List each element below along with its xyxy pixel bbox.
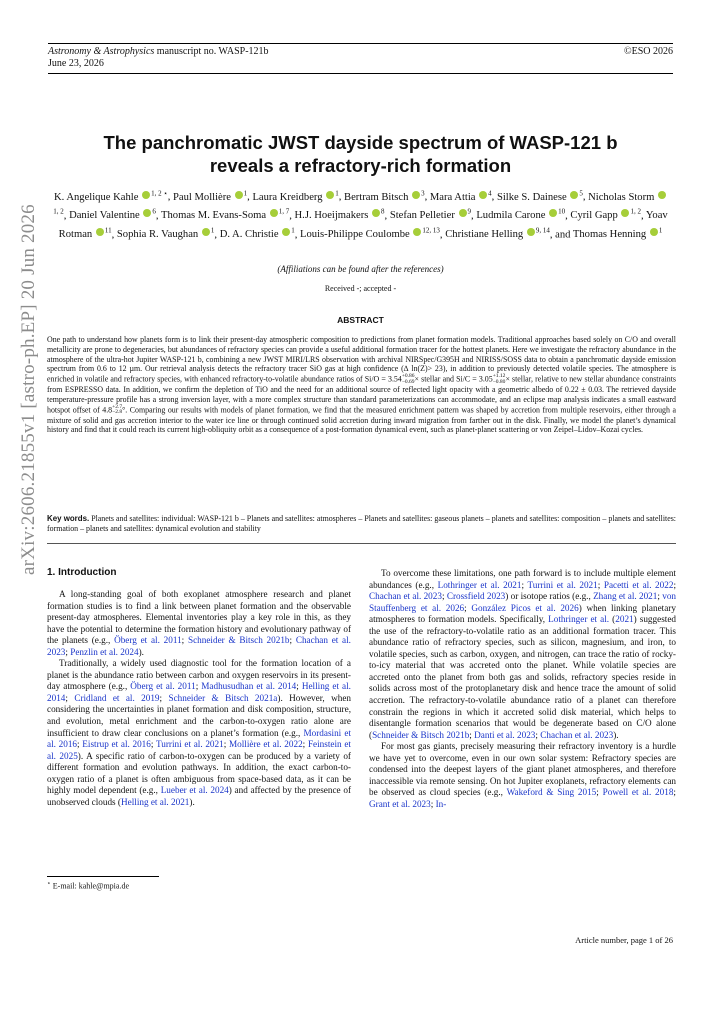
header-date: June 23, 2026 xyxy=(48,58,104,69)
text: ). However, when considering the uncertainties in planet formation and disk composition, structure, and evolution, metal enrichment and the carbon-to-oxygen ratio alone are insufficient to draw clear conclusions on a planet’s formation (e.g., xyxy=(47,692,351,738)
author-affiliation: 3 xyxy=(421,189,425,197)
author-affiliation: 1 xyxy=(335,189,339,197)
footnote-mark: ⋆ xyxy=(47,881,51,887)
author-affiliation: 1, 2 ⋆ xyxy=(151,189,168,197)
author-name: Nicholas Storm xyxy=(588,191,655,203)
author xyxy=(572,226,663,241)
author xyxy=(219,226,295,241)
paper-title xyxy=(40,131,681,177)
citation-link[interactable]: Mordasini et al. 2016 xyxy=(47,727,352,750)
abstract-text xyxy=(47,335,676,435)
orcid-icon[interactable] xyxy=(372,209,380,217)
author-affiliation: 1, 2 xyxy=(630,207,641,216)
author xyxy=(496,189,583,203)
text: ). A specific ratio of carbon-to-oxygen can be produced by a variety of different formation and evolution pathways. In addition, the exact carbon-to-oxygen ratio of a planet is often ambiguous from space-based data, as it can be highly model dependent (e.g., xyxy=(47,750,351,796)
author xyxy=(476,207,566,222)
arxiv-stamp[interactable]: arXiv:2606.21855v1 [astro-ph.EP] 20 Jun 2026 xyxy=(18,204,39,575)
abstract-part: One path to understand how planets form is to link their present-day atmospheric composition to predictions from planet formation models. Traditional approaches based solely on C/O and overall metallicity are prone to degeneracies, but abundances of refractory species can provide a useful additional formation tracer for the hottest planets. Here we investigate the refractory abundance in the atmosphere of the ultra-hot Jupiter WASP-121 b, combining a new JWST MIRI/LRS observation with archival NIRSpec/G395H and NIRISS/SOSS data to obtain a panchromatic dayside emission spectrum from 0.6 to 12 µm. Our retrieval analysis detects the refractory tracer SiO gas at high confidence (∆ ln(Z)> 23), in addition to previously detected volatile species. The atmosphere is enriched in volatile and refractory species, with enhanced refractory-to-volatile abundance ratios of Si/O = 3.54 xyxy=(47,335,676,384)
citation-link[interactable]: Chachan et al. 2023 xyxy=(369,591,442,602)
citation-link[interactable]: Madhusudhan et al. 2014 xyxy=(201,681,297,692)
citation-link[interactable]: Lothringer et al. xyxy=(548,614,610,625)
orcid-icon[interactable] xyxy=(621,209,629,217)
left-column xyxy=(47,589,351,808)
citation-link[interactable]: Zhang et al. 2021 xyxy=(593,591,658,602)
citation-link[interactable]: Schneider & Bitsch 2021b xyxy=(187,635,290,646)
footnote-rule xyxy=(47,876,159,877)
author xyxy=(173,189,248,203)
abstract-heading: ABSTRACT xyxy=(337,315,384,325)
author-name: Silke S. Dainese xyxy=(496,191,567,203)
citation-link[interactable]: Powell et al. 2018 xyxy=(602,787,674,798)
author-affiliation: 9, 14 xyxy=(535,226,550,235)
citation-link[interactable]: Chachan et al. 2023 xyxy=(540,729,614,740)
citation-link[interactable]: Eistrup et al. 2016 xyxy=(82,739,151,750)
citation-link[interactable]: Lothringer et al. 2021 xyxy=(437,579,522,590)
author-affiliation: 1 xyxy=(243,189,248,197)
author xyxy=(445,226,550,241)
orcid-icon[interactable] xyxy=(479,191,487,199)
orcid-icon[interactable] xyxy=(658,191,666,199)
author-affiliation: 9 xyxy=(467,207,472,216)
author-name: Cyril Gapp xyxy=(570,210,618,222)
citation-link[interactable]: Wakeford & Sing 2015 xyxy=(506,787,597,798)
footnote xyxy=(47,880,129,891)
author xyxy=(252,189,339,203)
author xyxy=(344,189,425,203)
text: A long-standing goal of both exoplanet atmosphere research and planet formation studies is to find a link between planet formation and the observable present-day atmospheres. Elemental inventories play a key role in this, as they have the potential to determine the formation history and evolutionary pathway of the planets (e.g., xyxy=(47,589,351,646)
abstract-part: × stellar and Si/C = 3.05 xyxy=(414,374,493,384)
author-affiliation: 6 xyxy=(152,207,156,216)
author-name: K. Angelique Kahle xyxy=(53,191,139,203)
abstract-part: × stellar, relative to new stellar abundance constraints from ESPRESSO data. In addition, we confirm the depletion of TiO and the need for an additional source of reflected light opacity with a geometric albedo of 0.22 ± 0.03. The retrieved dayside temperature-pressure profile has a strong inversion layer, with a more complex structure than standard parameterizations can accommodate, and an eclipse map analysis indicates a small eastward hotspot offset of 4.8 xyxy=(47,374,676,414)
orcid-icon[interactable] xyxy=(412,191,420,199)
author xyxy=(300,226,440,241)
author-affiliation: 10 xyxy=(558,207,566,216)
author xyxy=(53,189,168,203)
orcid-icon[interactable] xyxy=(143,209,151,217)
author xyxy=(69,207,156,222)
author-name: Ludmila Carone xyxy=(476,210,546,222)
citation-link[interactable]: González Picos et al. 2026 xyxy=(471,602,579,613)
orcid-icon[interactable] xyxy=(270,209,278,217)
citation-link[interactable]: Grant et al. 2023 xyxy=(369,798,431,809)
section-heading: 1. Introduction xyxy=(47,567,117,578)
author-name: Stefan Pelletier xyxy=(389,210,455,222)
paragraph: For most gas giants, precisely measuring their refractory inventory is a hurdle we have yet to overcome, even in our own solar system: Refractory species are condensed into the deepest layers of the giant planet atmospheres, and therefore inaccessible via remote sensing. On hot Jupiter exoplanets, refractory elements can be observed as cloud species (e.g., Wakeford & Sing 2015; Powell et al. 2018; Grant et al. 2023; In- xyxy=(369,741,676,809)
paragraph: Traditionally, a widely used diagnostic tool for the formation location of a planet is the abundance ratio between carbon and oxygen reservoirs in its present-day atmosphere (e.g., Öberg et al. 2011; Madhusudhan et al. 2014; Helling et al. 2014; Cridland et al. 2019; Schneider & Bitsch 2021a). However, when considering the uncertainties in planet formation and disk composition, structure, and evolution, metal enrichment and the carbon-to-oxygen ratio alone are insufficient to draw clear conclusions on a planet’s formation (e.g., Mordasini et al. 2016; Eistrup et al. 2016; Turrini et al. 2021; Mollière et al. 2022; Feinstein et al. 2025). A specific ratio of carbon-to-oxygen can be produced by a variety of different formation and evolution pathways. In addition, the exact carbon-to-oxygen ratio of a planet is often ambiguous from space-based data, as it can be highly model dependent (e.g., Lueber et al. 2024) and affected by the presence of unobserved clouds (Helling et al. 2021). xyxy=(47,658,352,807)
sio-error xyxy=(402,374,415,385)
hs-up: +2.7 xyxy=(112,403,123,410)
citation-link[interactable]: 2021 xyxy=(615,614,634,625)
author-name: Paul Mollière xyxy=(173,191,231,203)
author-name: Bertram Bitsch xyxy=(344,191,409,203)
citation-link[interactable]: Turrini et al. 2021 xyxy=(155,739,224,750)
author xyxy=(429,189,492,203)
text: ) suggested the use of the refractory-to-volatile ratio as an additional formation tracer. This abundance ratio of refractory species, such as silicon, magnesium, and iron, to volatile species, such as carbon, oxygen, and nitrogen, can trace the ratio of rocky-to-icy material that was accreted onto the planet. While volatile species are accreted onto the planet from both gas and solids, refractory species reside in solids across most of the protoplanetary disk and hence trace the amount of solid accretion. The refractory-to-volatile abundance ratio of a planet can therefore constrain the regions in which it accreted solid disk material, which helps to disentangle formation scenarios that would be degenerate based on C/O alone ( xyxy=(369,614,676,740)
footnote-text: E-mail: kahle@mpia.de xyxy=(52,881,129,891)
author-affiliation: 1 xyxy=(291,226,295,235)
text: ). xyxy=(189,796,195,807)
orcid-icon[interactable] xyxy=(527,228,535,236)
citation-link[interactable]: Öberg et al. 2011 xyxy=(130,681,196,692)
citation-link[interactable]: Crossfield 2023 xyxy=(446,591,506,602)
citation-link[interactable]: Schneider & Bitsch 2021b xyxy=(372,729,470,740)
sio-up: +0.86 xyxy=(401,373,415,379)
text: Traditionally, a widely used diagnostic tool for the formation location of a planet is the abundance ratio between carbon and oxygen reservoirs in its present-day atmosphere (e.g., xyxy=(47,658,351,692)
author xyxy=(389,207,472,222)
citation-link[interactable]: Pacetti et al. 2022 xyxy=(603,579,674,590)
header-top-rule xyxy=(48,43,673,44)
title-line-2: reveals a refractory-rich formation xyxy=(209,155,512,176)
received-line: Received -; accepted - xyxy=(324,284,397,293)
author xyxy=(294,207,385,222)
text: To overcome these limitations, one path forward is to include multiple element abundances (e.g., xyxy=(369,568,676,590)
hs-lo: −2.8 xyxy=(112,409,123,415)
keywords-text: Planets and satellites: individual: WASP-121 b – Planets and satellites: atmospheres – Planets and satellites: gaseous planets – planets and satellites: composition – planets and satellites: formation – planets and satellites: dynamical evolution and stability xyxy=(47,514,676,533)
orcid-icon[interactable] xyxy=(202,228,210,236)
abstract-rule xyxy=(47,543,676,544)
author-name: Yoav Rotman xyxy=(58,210,668,241)
hotspot-error xyxy=(112,405,122,416)
orcid-icon[interactable] xyxy=(282,228,290,236)
author-name: D. A. Christie xyxy=(219,229,279,241)
author-affiliation: 1, 7 xyxy=(278,207,290,216)
author-affiliation: 8 xyxy=(381,207,385,216)
copyright: ©ESO 2026 xyxy=(624,46,673,57)
sic-up: +1.12 xyxy=(492,373,506,379)
citation-link[interactable]: Feinstein et al. 2025 xyxy=(47,739,351,761)
author-list: K. Angelique Kahle $^{1, 2 ⋆}$, Paul Mollière $^1$, Laura Kreidberg $^1$, Bertram Bitsch $^3$, Mara Attia $^4$, Silke S. Dainese $^5$, Nicholas Storm $^{1, 2}$, Daniel Valentine $^6$, Thomas M. Evans-Soma $^{1, 7}$, H.J. Hoeijmakers $^8$, Stefan Pelletier $^9$, Ludmila Carone $^{10}$, Cyril Gapp $^{1, 2}$, Yoav Rotman $^{11}$, Sophia R. Vaughan $^1$, D. A. Christie $^1$, Louis-Philippe Coulombe $^{12, 13}$, Christiane Helling $^{9, 14}$, and Thomas Henning $^1$ xyxy=(53,189,668,241)
abstract-part: °. Comparing our results with models of planet formation, we find that the measured enrichment pattern was shaped by accretion from multiple reservoirs, either through a mixture of solid and gas accretion interior to the water ice line or through continued solid accretion during inward migration from farther out in the disk. Finally, we model the planet’s dynamical history and find that it could reach its current high-obliquity orbit as a consequence of a post-formation dynamical event, such as planet-planet scattering or von Zeipel–Lidov–Kozai cycles. xyxy=(47,404,676,435)
author-name: Thomas M. Evans-Soma xyxy=(161,210,267,222)
citation-link[interactable]: Lueber et al. 2024 xyxy=(160,785,229,796)
orcid-icon[interactable] xyxy=(142,191,150,199)
author-name: H.J. Hoeijmakers xyxy=(294,210,369,222)
citation-link[interactable]: Danti et al. 2023 xyxy=(474,729,536,740)
orcid-icon[interactable] xyxy=(650,228,658,236)
author-name: Sophia R. Vaughan xyxy=(116,229,199,241)
author-name: Louis-Philippe Coulombe xyxy=(300,229,410,241)
author-name: Christiane Helling xyxy=(445,229,524,241)
sic-lo: −0.80 xyxy=(492,378,506,385)
text: ) or isotope ratios (e.g., xyxy=(505,591,594,602)
orcid-icon[interactable] xyxy=(413,228,421,236)
citation-link[interactable]: Chachan et al. 2023 xyxy=(47,635,351,657)
author xyxy=(161,207,290,222)
text: ) and affected by the presence of unobserved clouds ( xyxy=(47,785,351,807)
author xyxy=(116,226,215,241)
manuscript-id: manuscript no. WASP-121b xyxy=(156,46,269,57)
journal-name: Astronomy & Astrophysics xyxy=(48,46,155,57)
text: ) when linking planetary atmospheres to formation models. Specifically, xyxy=(369,602,676,625)
author xyxy=(570,207,641,222)
page-footer: Article number, page 1 of 26 xyxy=(575,935,673,945)
author-affiliation: 11 xyxy=(104,226,112,235)
title-line-1: The panchromatic JWST dayside spectrum of WASP-121 b xyxy=(103,132,618,153)
sio-lo: −0.69 xyxy=(401,378,415,385)
author-name: Laura Kreidberg xyxy=(252,191,323,203)
author-affiliation: 4 xyxy=(488,189,492,197)
citation-link[interactable]: Mollière et al. 2022 xyxy=(228,739,303,750)
author-affiliation: 12, 13 xyxy=(422,226,440,235)
keywords xyxy=(47,514,676,534)
orcid-icon[interactable] xyxy=(459,209,467,217)
citation-link[interactable]: In- xyxy=(435,798,447,809)
citation-link[interactable]: Helling et al. 2014 xyxy=(47,681,351,703)
author-name: Daniel Valentine xyxy=(69,210,140,222)
citation-link[interactable]: Schneider & Bitsch 2021a xyxy=(168,692,278,703)
citation-link[interactable]: Turrini et al. 2021 xyxy=(527,579,598,590)
header-bottom-rule xyxy=(48,73,673,74)
author-affiliation: 1, 2 xyxy=(53,207,64,216)
orcid-icon[interactable] xyxy=(570,191,578,199)
orcid-icon[interactable] xyxy=(549,209,557,217)
citation-link[interactable]: Cridland et al. 2019 xyxy=(74,692,160,703)
paragraph: A long-standing goal of both exoplanet atmosphere research and planet formation studies is to find a link between planet formation and the observable present-day atmospheres. Elemental inventories play a key role in this, as they have the potential to determine the formation history and evolutionary pathway of the planets (e.g., Öberg et al. 2011; Schneider & Bitsch 2021b; Chachan et al. 2023; Penzlin et al. 2024). xyxy=(47,589,351,657)
affiliations-note: (Affiliations can be found after the references) xyxy=(277,264,444,274)
author-affiliation: 1 xyxy=(210,226,215,235)
citation-link[interactable]: Helling et al. 2021 xyxy=(121,796,190,807)
citation-link[interactable]: von Stauffenberg et al. 2026 xyxy=(369,591,676,613)
author-affiliation: 5 xyxy=(579,189,583,197)
sic-error xyxy=(493,374,506,385)
keywords-label: Key words. xyxy=(47,514,90,523)
orcid-icon[interactable] xyxy=(326,191,334,199)
author-affiliation: 1 xyxy=(658,226,663,235)
right-column xyxy=(369,568,676,810)
citation-link[interactable]: Penzlin et al. 2024 xyxy=(70,646,139,657)
citation-link[interactable]: Öberg et al. 2011 xyxy=(114,635,182,646)
paragraph: To overcome these limitations, one path forward is to include multiple element abundances (e.g., Lothringer et al. 2021; Turrini et al. 2021; Pacetti et al. 2022; Chachan et al. 2023; Crossfield 2023) or isotope ratios (e.g., Zhang et al. 2021; von Stauffenberg et al. 2026; González Picos et al. 2026) when linking planetary atmospheres to formation models. Specifically, Lothringer et al. (2021) suggested the use of the refractory-to-volatile ratio as an additional formation tracer. This abundance ratio of refractory species, such as silicon, magnesium, and iron, to volatile species, such as carbon, oxygen, and nitrogen, can trace the ratio of rocky-to-icy material that was accreted onto the planet. While volatile species are accreted onto the planet from both gas and solids, refractory species reside in solids across most of the protoplanetary disk and hence trace the amount of solid accretion. The refractory-to-volatile abundance ratio of a planet can therefore constrain the regions in which it accreted solid disk material, which helps to disentangle formation scenarios that would be degenerate based on C/O alone (Schneider & Bitsch 2021b; Danti et al. 2023; Chachan et al. 2023). xyxy=(369,568,676,740)
orcid-icon[interactable] xyxy=(96,228,104,236)
text: For most gas giants, precisely measuring their refractory inventory is a hurdle we have yet to overcome, even in our own solar system: Refractory species are condensed into the deepest layers of the giant planet atmospheres, and therefore inaccessible via remote sensing. On hot Jupiter exoplanets, refractory elements can be observed as cloud species (e.g., xyxy=(369,741,676,798)
orcid-icon[interactable] xyxy=(235,191,243,199)
author-name: Mara Attia xyxy=(429,191,476,203)
running-header-left xyxy=(48,46,269,70)
author-name: Thomas Henning xyxy=(572,229,647,241)
